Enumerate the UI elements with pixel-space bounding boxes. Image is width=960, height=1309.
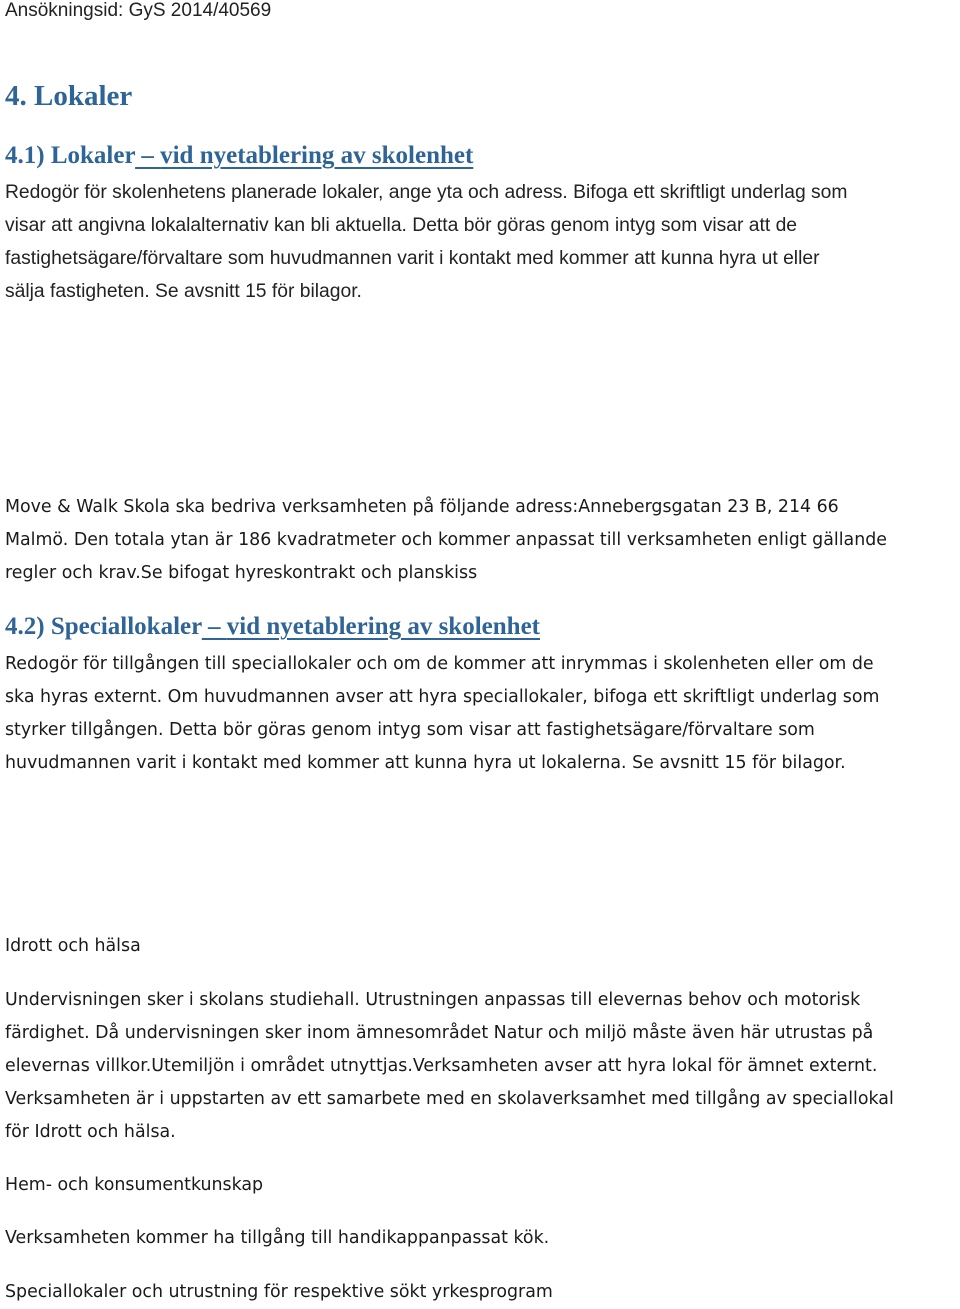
instruction-4-1-line: fastighetsägare/förvaltare som huvudmannen varit i kontakt med kommer att kunna hyra ut eller (5, 248, 820, 269)
answer-4-1 (5, 491, 960, 590)
idrott-line: Undervisningen sker i skolans studiehall. Utrustningen anpassas till elevernas behov och motorisk (5, 990, 861, 1010)
heading-4-1-prefix: 4.1) Lokaler (5, 142, 136, 169)
heading-4-2-suffix: vid nyetablering av skolenhet (226, 613, 540, 640)
heading-4-2-prefix: 4.2) Speciallokaler (5, 613, 202, 640)
idrott-line: färdighet. Då undervisningen sker inom ämnesområdet Natur och miljö måste även här utrustas på (5, 1023, 874, 1043)
section-heading-4-1 (5, 142, 473, 170)
instruction-4-2-line: Redogör för tillgången till speciallokaler och om de kommer att inrymmas i skolenheten eller om de (5, 654, 874, 674)
answer-4-1-line: Move & Walk Skola ska bedriva verksamheten på följande adress:Annebergsgatan 23 B, 214 66 (5, 497, 839, 517)
hemkunskap-text: Verksamheten kommer ha tillgång till handikappanpassat kök. (5, 1228, 550, 1248)
instruction-4-1-line: visar att angivna lokalalternativ kan bli aktuella. Detta bör göras genom intyg som visar att de (5, 215, 798, 236)
idrott-line: Verksamheten är i uppstarten av ett samarbete med en skolaverksamhet med tillgång av speciallokal (5, 1089, 894, 1109)
answer-4-1-line: regler och krav.Se bifogat hyreskontrakt och planskiss (5, 563, 478, 583)
instruction-4-1 (5, 176, 960, 308)
instruction-4-2-line: styrker tillgången. Detta bör göras genom intyg som visar att fastighetsägare/förvaltare som (5, 720, 815, 740)
section-title-lokaler: 4. Lokaler (5, 80, 133, 112)
heading-4-1-suffix: vid nyetablering av skolenhet (160, 142, 474, 169)
speciallokaler-program-title: Speciallokaler och utrustning för respektive sökt yrkesprogram (5, 1282, 553, 1302)
heading-4-2-dash: – (201, 613, 227, 640)
instruction-4-2 (5, 648, 960, 780)
heading-4-1-dash: – (135, 142, 161, 169)
answer-4-1-line: Malmö. Den totala ytan är 186 kvadratmeter och kommer anpassat till verksamheten enligt gällande (5, 530, 887, 550)
section-heading-4-2 (5, 613, 540, 641)
idrott-title: Idrott och hälsa (5, 936, 141, 956)
idrott-text (5, 984, 960, 1149)
instruction-4-1-line: Redogör för skolenhetens planerade lokaler, ange yta och adress. Bifoga ett skriftligt underlag som (5, 182, 848, 203)
idrott-line: elevernas villkor.Utemiljön i området utnyttjas.Verksamheten avser att hyra lokal för ämnet externt. (5, 1056, 878, 1076)
idrott-line: för Idrott och hälsa. (5, 1122, 176, 1142)
instruction-4-1-line: sälja fastigheten. Se avsnitt 15 för bilagor. (5, 281, 362, 302)
instruction-4-2-line: ska hyras externt. Om huvudmannen avser att hyra speciallokaler, bifoga ett skriftligt underlag som (5, 687, 880, 707)
hemkunskap-title: Hem- och konsumentkunskap (5, 1175, 264, 1195)
instruction-4-2-line: huvudmannen varit i kontakt med kommer att kunna hyra ut lokalerna. Se avsnitt 15 för bilagor. (5, 753, 846, 773)
application-id: Ansökningsid: GyS 2014/40569 (5, 0, 272, 21)
